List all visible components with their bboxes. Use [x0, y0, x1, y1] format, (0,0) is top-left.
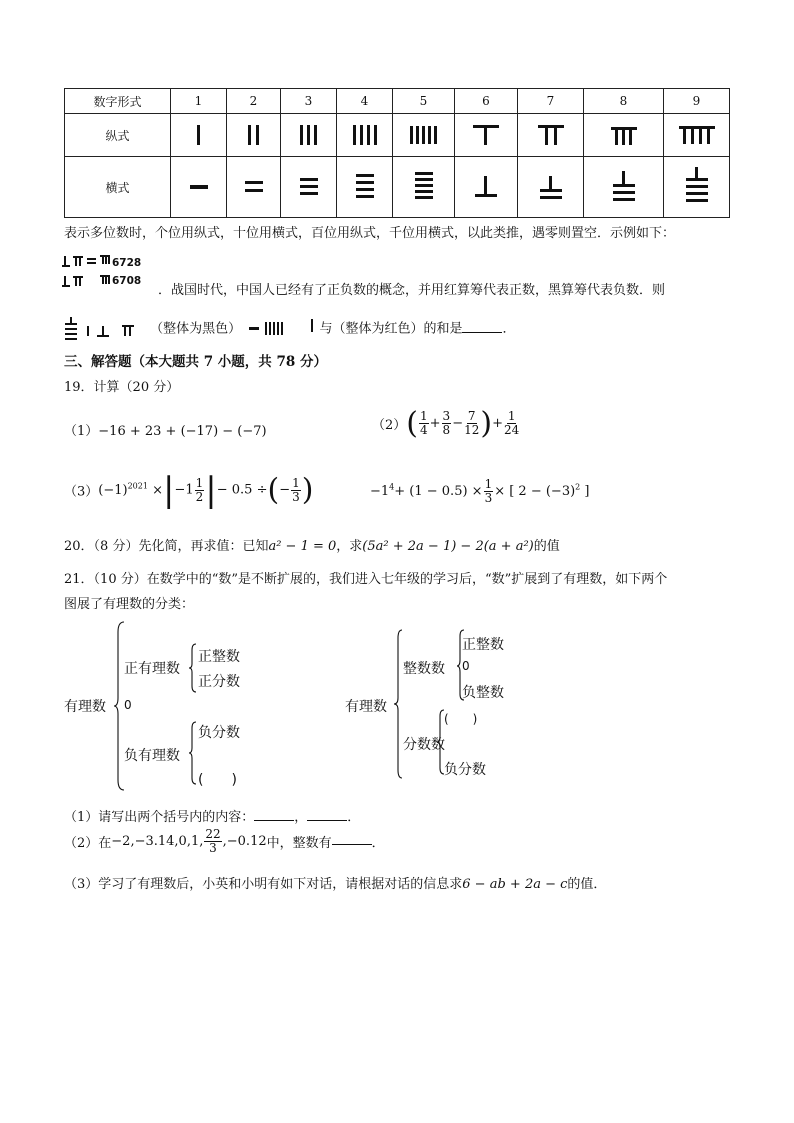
header-label: 数字形式	[65, 89, 171, 114]
q19-part4-b: + (1 − 0.5) ×	[394, 484, 483, 499]
q21-sub2	[64, 828, 385, 855]
rod-vertical-4	[337, 114, 393, 157]
rod-horizontal-2	[227, 157, 281, 218]
left-zero: 0	[124, 698, 132, 712]
number-4: 4	[337, 89, 393, 114]
q20-line	[64, 535, 560, 554]
rod-vertical-2	[227, 114, 281, 157]
right-integer: 整数数	[403, 661, 445, 677]
q21-sub3-a: （3）学习了有理数后，小英和小明有如下对话，请根据对话的信息求	[64, 877, 463, 892]
rod-vertical-8	[584, 114, 664, 157]
row-label-horizontal: 横式	[65, 157, 171, 218]
left-positive-fraction: 正分数	[198, 674, 240, 690]
frac-22-3: $\frac{22}{3}$	[205, 827, 221, 855]
right-zero: 0	[462, 659, 470, 673]
q19-part2-label: （2）	[372, 418, 407, 433]
right-fraction: 分数数	[403, 737, 445, 753]
rod-vertical-1	[171, 114, 227, 157]
q20-end: 的值	[533, 539, 560, 554]
q21-line2: 图展了有理数的分类：	[64, 597, 195, 612]
answer-blank-2	[307, 808, 347, 821]
number-6: 6	[455, 89, 518, 114]
right-paren: )	[480, 406, 493, 441]
left-blank: ( )	[198, 772, 237, 788]
number-5: 5	[393, 89, 455, 114]
q19-part2: （2）( $\frac{1}{4}$ + $\frac{3}{8}$ − $\frac{7}{12}$ )+ $\frac{1}{24}$	[372, 406, 520, 441]
example-number-6728: 6728	[112, 257, 142, 269]
right-negative-fraction: 负分数	[444, 762, 486, 778]
q19-part4-c: × [ 2 − (−3)	[494, 484, 576, 499]
rod-vertical-7	[518, 114, 584, 157]
rod-horizontal-6	[455, 157, 518, 218]
q19-part3-label: （3）	[64, 484, 99, 500]
left-positive-rational: 正有理数	[124, 661, 180, 677]
q19-part1-expr: −16 + 23 + (−17) − (−7)	[98, 424, 267, 439]
number-2: 2	[227, 89, 281, 114]
rod-horizontal-5	[393, 157, 455, 218]
q21-sub3	[64, 873, 606, 892]
q21-sub3-b: 的值．	[567, 877, 607, 892]
right-negative-integer: 负整数	[462, 685, 504, 701]
example-text: ．战国时代，中国人已经有了正负数的概念，并用红算筹代表正数，黑算筹代表负数．则	[158, 283, 666, 298]
left-paren: (	[406, 406, 418, 441]
q19-part3: $(3)(-1)^{2021} \times|-1$ $\frac{1}{2}$ |− 0.5 ÷(− $\frac{1}{3}$ )	[64, 470, 314, 510]
frac-1-4: $\frac{1}{4}$	[420, 409, 428, 437]
left-positive-integer: 正整数	[198, 649, 240, 665]
q19-title: 19．计算（20 分）	[64, 380, 180, 395]
q20-title: 20．（8 分）先化简，再求值：已知	[64, 539, 269, 554]
frac-7-12: $\frac{7}{12}$	[464, 409, 480, 437]
counting-rod-table	[64, 88, 730, 218]
number-8: 8	[584, 89, 664, 114]
rod-horizontal-4	[337, 157, 393, 218]
q19-part1	[64, 420, 267, 439]
q21-sub3-expr: 6 − ab + 2a − c	[462, 877, 568, 892]
frac-1-2: $\frac{1}{2}$	[195, 475, 204, 504]
q20-condition: a² − 1 = 0	[268, 539, 337, 554]
section-3-title: 三、解答题（本大题共 7 小题，共 78 分）	[64, 354, 327, 370]
rod-vertical-3	[281, 114, 337, 157]
q19-part4-d: ]	[580, 484, 590, 499]
black-rod-number	[64, 316, 146, 342]
q21-line1: 21．（10 分）在数学中的“数”是不断扩展的，我们进入七年级的学习后，“数”扩展到了有理数，如下两个	[64, 572, 668, 587]
number-9: 9	[664, 89, 730, 114]
rod-horizontal-1	[171, 157, 227, 218]
example-number-6708: 6708	[112, 275, 142, 287]
q19-part4: $-1^4+ (1 - 0.5)$ × $\frac{1}{3}$ × [ $2 - (-3)^2$ ]	[370, 477, 590, 505]
rod-horizontal-8	[584, 157, 664, 218]
number-7: 7	[518, 89, 584, 114]
red-note: 与（整体为红色）的和是	[319, 321, 463, 337]
q21-sub1-sep: ，	[294, 810, 308, 825]
rod-intro-text: 表示多位数时，个位用纵式，十位用横式，百位用纵式，千位用横式，以此类推，遇零则置空．示例如下：	[64, 226, 676, 241]
q21-sub1	[64, 806, 360, 825]
answer-blank-1	[254, 808, 294, 821]
q21-sub2-a: （2）在	[64, 836, 112, 851]
q21-sub1-end: ．	[347, 810, 361, 825]
left-root: 有理数	[64, 699, 106, 715]
number-3: 3	[281, 89, 337, 114]
q21-sub2-list: −2,−3.14,0,1,	[111, 834, 204, 849]
row-label-vertical: 纵式	[65, 114, 171, 157]
answer-blank	[462, 320, 502, 333]
q21-sub1-text: （1）请写出两个括号内的内容：	[64, 810, 255, 825]
rod-vertical-9	[664, 114, 730, 157]
q21-sub2-list2: ,−0.12	[222, 834, 267, 849]
rod-vertical-6	[455, 114, 518, 157]
q19-part1-label: （1）	[64, 424, 99, 439]
q18-end: ．	[502, 321, 516, 337]
rod-horizontal-3	[281, 157, 337, 218]
answer-blank-3	[332, 832, 372, 845]
q18-line	[64, 316, 515, 342]
rod-horizontal-7	[518, 157, 584, 218]
right-positive-integer: 正整数	[462, 637, 504, 653]
left-negative-fraction: 负分数	[198, 725, 240, 741]
red-rod-number	[245, 317, 315, 341]
rod-vertical-5	[393, 114, 455, 157]
q20-mid: ，求	[336, 539, 363, 554]
right-blank: ( )	[444, 712, 478, 726]
frac-1-3: $\frac{1}{3}$	[292, 475, 300, 504]
q21-sub2-b: 中，整数有	[266, 836, 332, 851]
rod-horizontal-9	[664, 157, 730, 218]
q19-part4-a: −1	[370, 484, 390, 499]
frac-3-8: $\frac{3}{8}$	[442, 409, 451, 437]
black-note: （整体为黑色）	[150, 321, 242, 337]
right-root: 有理数	[345, 699, 387, 715]
left-negative-rational: 负有理数	[124, 748, 180, 764]
q21-sub2-end: ．	[371, 836, 385, 851]
frac-1-3b: $\frac{1}{3}$	[484, 477, 493, 505]
q20-expression: (5a² + 2a − 1) − 2(a + a²)	[362, 539, 534, 554]
frac-1-24: $\frac{1}{24}$	[504, 409, 520, 437]
number-1: 1	[171, 89, 227, 114]
